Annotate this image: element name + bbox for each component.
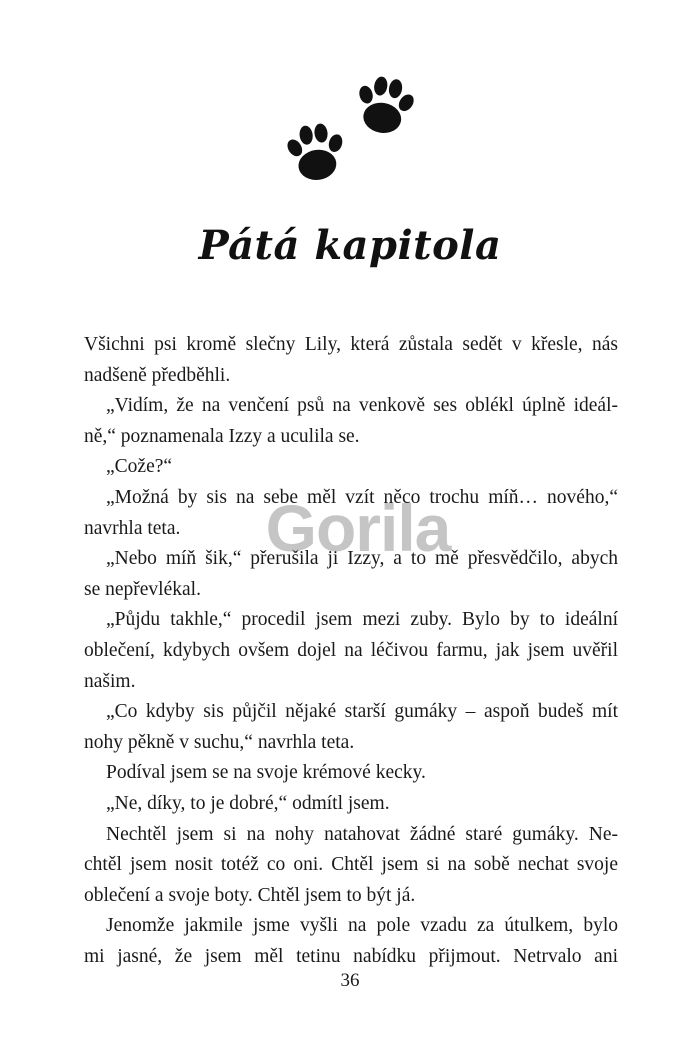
text-line: Jenomže jakmile jsme vyšli na pole vzadu za útulkem, bylo: [106, 915, 618, 937]
text-line: „Cože?“: [106, 456, 173, 478]
text-line: nohy pěkně v suchu,“ navrhla teta.: [84, 731, 355, 753]
text-line: „Půjdu takhle,“ procedil jsem mezi zuby. Bylo by to ideální: [106, 609, 618, 631]
page-number: 36: [340, 970, 360, 991]
paw-print-upper-icon: [350, 73, 419, 138]
text-line: oblečení, kdybych ovšem dojel na léčivou farmu, jak jsem uvěřil: [84, 639, 618, 661]
chapter-title: Pátá kapitola: [198, 222, 502, 269]
text-line: nadšeně předběhli.: [84, 364, 231, 386]
text-line: „Vidím, že na venčení psů na venkově ses oblékl úplně ideál-: [106, 395, 618, 417]
text-line: navrhla teta.: [84, 517, 181, 539]
paw-print-lower-icon: [282, 121, 350, 184]
text-line: Podíval jsem se na svoje krémové kecky.: [106, 762, 426, 784]
text-line: mi jasné, že jsem měl tetinu nabídku přijmout. Netrvalo ani: [84, 945, 618, 967]
paw-prints-icon: [0, 0, 700, 200]
text-line: „Možná by sis na sebe měl vzít něco trochu míň… nového,“: [106, 486, 618, 508]
text-line: oblečení a svoje boty. Chtěl jsem to být já.: [84, 884, 416, 906]
watermark-logo: Gorila: [265, 491, 451, 565]
text-line: našim.: [84, 670, 136, 692]
text-line: se nepřevlékal.: [84, 578, 201, 600]
text-line: „Nebo míň šik,“ přerušila ji Izzy, a to mě přesvědčilo, abych: [106, 548, 618, 570]
text-line: Všichni psi kromě slečny Lily, která zůstala sedět v křesle, nás: [84, 334, 618, 355]
text-line: Nechtěl jsem si na nohy natahovat žádné staré gumáky. Ne-: [106, 823, 618, 845]
text-line: ně,“ poznamenala Izzy a uculila se.: [84, 425, 360, 447]
text-line: „Ne, díky, to je dobré,“ odmítl jsem.: [106, 792, 390, 814]
text-line: chtěl jsem nosit totéž co oni. Chtěl jsem si na sobě nechat svoje: [84, 854, 618, 876]
body-text: [84, 330, 618, 972]
text-line: „Co kdyby sis půjčil nějaké starší gumáky – aspoň budeš mít: [106, 701, 618, 723]
